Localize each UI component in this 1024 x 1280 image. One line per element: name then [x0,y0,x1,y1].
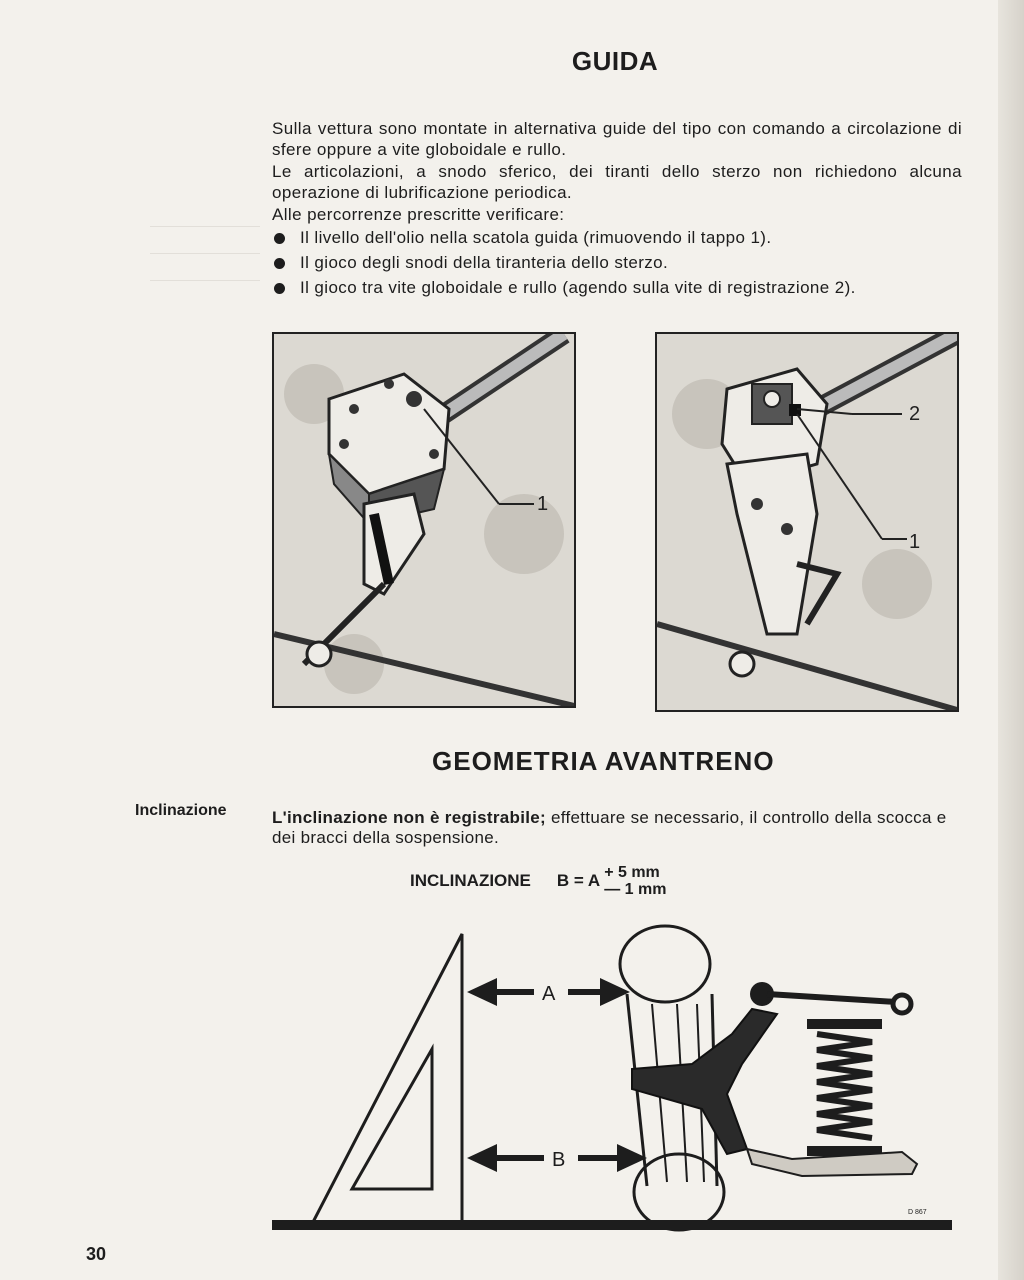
steering-box-photo-left [272,332,576,708]
camber-diagram-drawing [272,924,952,1236]
steering-box-drawing [657,334,957,710]
steering-box-photo-right [655,332,959,712]
drawing-code: D 867 [908,1209,927,1216]
callout-label: 2 [909,403,921,425]
list-item-text: Il gioco degli snodi della tiranteria dello sterzo. [300,253,669,272]
callout-label: 1 [537,493,549,515]
formula-expression: B = A [556,871,601,890]
steering-box-drawing [274,334,574,706]
paragraph: Alle percorrenze prescritte verificare: [272,205,565,224]
bullet-icon [274,258,285,269]
list-item-text: Il livello dell'olio nella scatola guida (rimuovendo il tappo 1). [300,228,772,247]
formula-label: INCLINAZIONE [410,871,531,890]
bullet-icon [274,283,285,294]
list-item [272,277,962,298]
inclination-formula [410,864,666,898]
page-edge [998,0,1024,1280]
tolerance-minus: — 1 mm [604,881,667,898]
side-label: Inclinazione [135,802,227,819]
list-item-text: Il gioco tra vite globoidale e rullo (agendo sulla vite di registrazione 2). [300,278,856,297]
list-item [272,227,962,248]
camber-diagram [272,924,952,1236]
inclination-text-rest: effettuare se necessario, il controllo della scocca e dei bracci della sospensione. [272,808,947,847]
formula-tolerance [604,864,666,898]
inclination-text [272,808,962,848]
section-title: GEOMETRIA AVANTRENO [432,746,775,776]
inclination-text-bold: L'inclinazione non è registrabile; [272,808,547,827]
paragraph: Sulla vettura sono montate in alternativa guide del tipo con comando a circolazione di sfere oppure a vite globoidale e rullo. [272,119,962,159]
callout-label: 1 [909,531,921,553]
list-item [272,252,962,273]
bleed-through-text [150,200,260,620]
tolerance-plus: + 5 mm [604,864,660,881]
page-number: 30 [86,1244,107,1264]
page-title: GUIDA [571,46,659,76]
intro-text [272,118,962,302]
dimension-label-a: A [542,983,556,1005]
bullet-icon [274,233,285,244]
dimension-label-b: B [552,1149,566,1171]
check-list [272,227,962,298]
paragraph: Le articolazioni, a snodo sferico, dei tiranti dello sterzo non richiedono alcuna operazione di lubrificazione periodica. [272,162,962,202]
